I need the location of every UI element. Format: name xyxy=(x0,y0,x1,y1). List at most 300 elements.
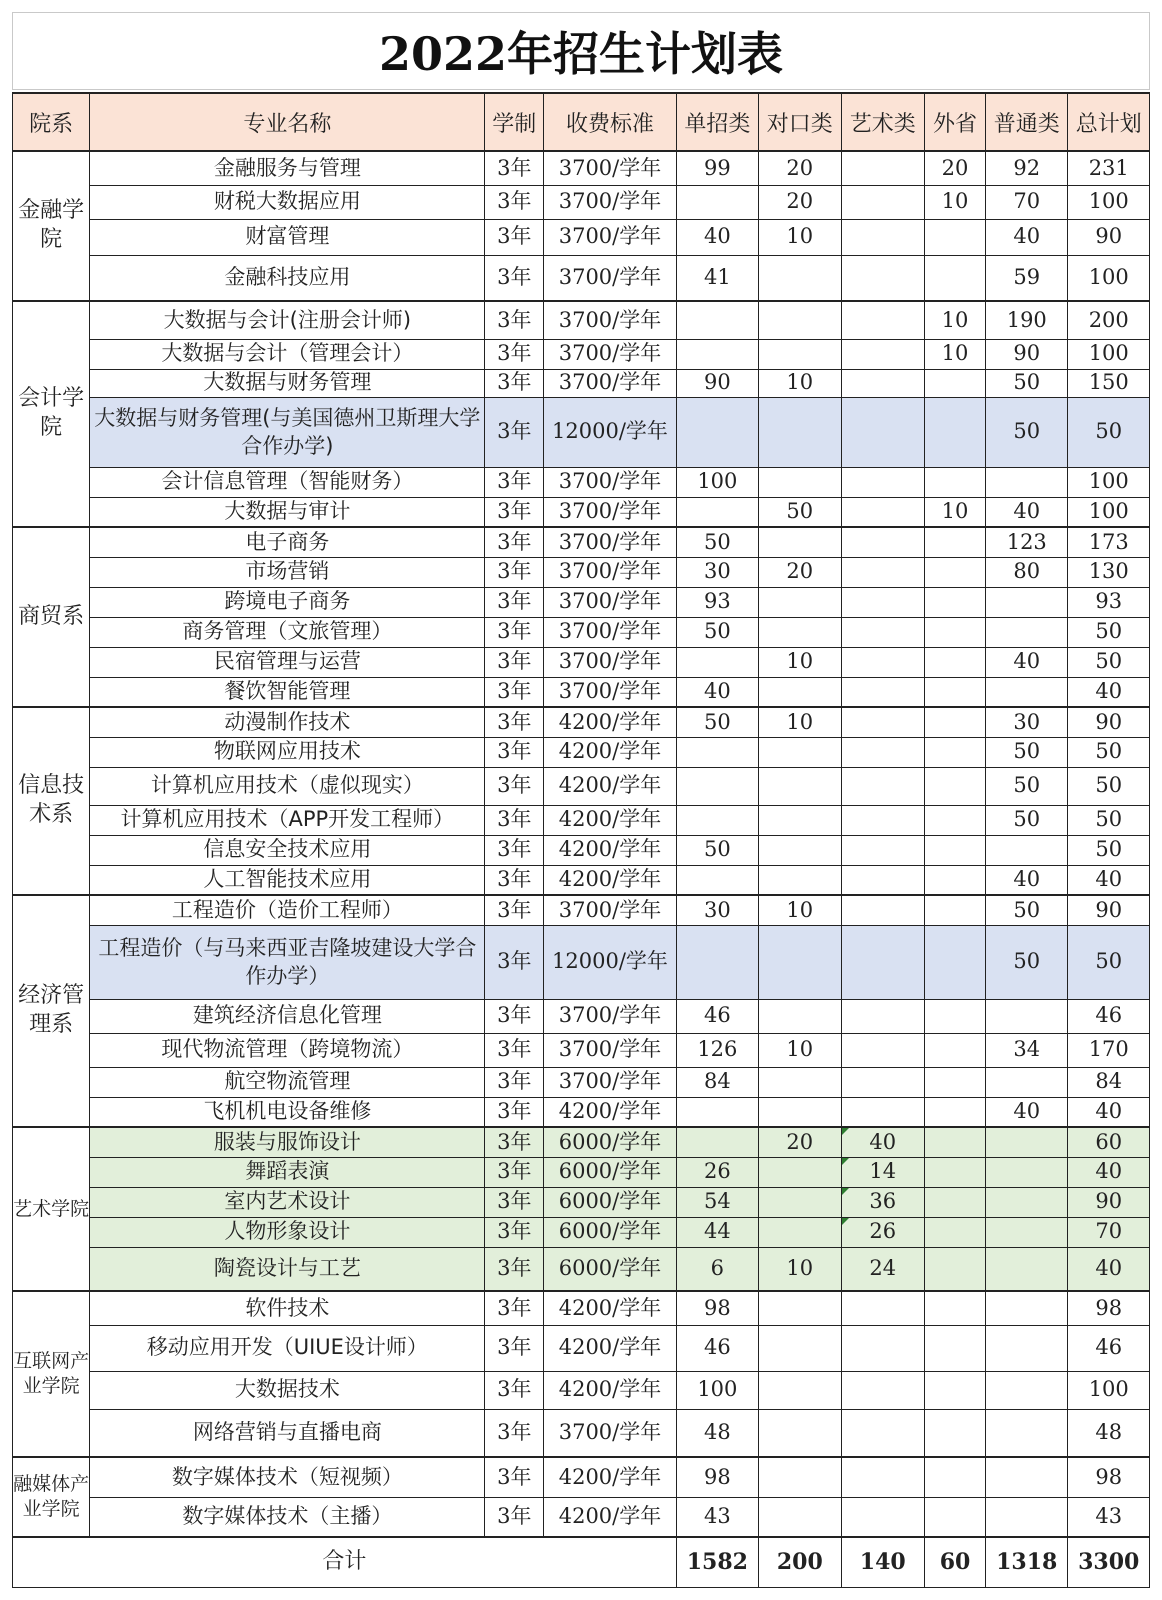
department-cell: 商贸系 xyxy=(13,527,90,707)
total-cell: 50 xyxy=(1068,617,1150,647)
fee-cell: 3700/学年 xyxy=(544,369,676,397)
waisheng-cell xyxy=(924,737,985,767)
duikou-cell xyxy=(759,587,841,617)
totals-row xyxy=(13,1537,1150,1587)
table-row xyxy=(13,1247,1150,1291)
waisheng-cell xyxy=(924,677,985,707)
years-cell: 3年 xyxy=(485,1067,544,1097)
enrollment-plan-table xyxy=(12,92,1150,1588)
waisheng-cell xyxy=(924,835,985,865)
major-cell: 商务管理（文旅管理） xyxy=(90,617,485,647)
yishu-cell xyxy=(841,1457,924,1497)
duikou-cell xyxy=(759,1217,841,1247)
putong-cell xyxy=(986,1217,1068,1247)
duikou-cell: 20 xyxy=(759,185,841,219)
danzhao-cell: 40 xyxy=(676,677,758,707)
waisheng-cell xyxy=(924,767,985,805)
danzhao-cell: 41 xyxy=(676,255,758,301)
duikou-cell xyxy=(759,1097,841,1127)
fee-cell: 3700/学年 xyxy=(544,587,676,617)
danzhao-cell: 43 xyxy=(676,1497,758,1537)
danzhao-cell: 93 xyxy=(676,587,758,617)
table-row xyxy=(13,301,1150,339)
danzhao-cell: 46 xyxy=(676,999,758,1033)
table-row xyxy=(13,617,1150,647)
yishu-cell xyxy=(841,255,924,301)
years-cell: 3年 xyxy=(485,369,544,397)
fee-cell: 4200/学年 xyxy=(544,1325,676,1371)
putong-cell: 50 xyxy=(986,737,1068,767)
duikou-cell: 10 xyxy=(759,647,841,677)
putong-cell xyxy=(986,1371,1068,1409)
danzhao-cell xyxy=(676,805,758,835)
yishu-cell xyxy=(841,805,924,835)
table-row xyxy=(13,1067,1150,1097)
waisheng-cell xyxy=(924,1409,985,1457)
waisheng-cell xyxy=(924,805,985,835)
major-cell: 现代物流管理（跨境物流） xyxy=(90,1033,485,1067)
fee-cell: 4200/学年 xyxy=(544,707,676,737)
danzhao-cell xyxy=(676,865,758,895)
yishu-cell xyxy=(841,339,924,369)
danzhao-cell: 44 xyxy=(676,1217,758,1247)
table-row xyxy=(13,557,1150,587)
putong-cell: 190 xyxy=(986,301,1068,339)
waisheng-cell: 10 xyxy=(924,339,985,369)
yishu-cell xyxy=(841,707,924,737)
fee-cell: 3700/学年 xyxy=(544,339,676,369)
danzhao-cell: 6 xyxy=(676,1247,758,1291)
yishu-cell xyxy=(841,895,924,925)
putong-cell: 50 xyxy=(986,805,1068,835)
table-row xyxy=(13,895,1150,925)
table-row xyxy=(13,1291,1150,1325)
waisheng-cell xyxy=(924,1291,985,1325)
putong-cell: 123 xyxy=(986,527,1068,557)
total-cell: 100 xyxy=(1068,467,1150,497)
danzhao-cell xyxy=(676,767,758,805)
total-cell: 70 xyxy=(1068,1217,1150,1247)
waisheng-cell: 20 xyxy=(924,151,985,185)
table-row xyxy=(13,835,1150,865)
danzhao-cell: 30 xyxy=(676,895,758,925)
total-cell: 90 xyxy=(1068,219,1150,255)
yishu-cell xyxy=(841,1497,924,1537)
department-cell: 会计学院 xyxy=(13,301,90,527)
yishu-cell xyxy=(841,1033,924,1067)
yishu-cell xyxy=(841,1371,924,1409)
fee-cell: 4200/学年 xyxy=(544,737,676,767)
danzhao-cell: 26 xyxy=(676,1157,758,1187)
putong-cell: 50 xyxy=(986,925,1068,999)
fee-cell: 12000/学年 xyxy=(544,925,676,999)
waisheng-cell xyxy=(924,1157,985,1187)
putong-cell: 30 xyxy=(986,707,1068,737)
table-row xyxy=(13,1325,1150,1371)
danzhao-cell xyxy=(676,1097,758,1127)
duikou-cell: 10 xyxy=(759,707,841,737)
years-cell: 3年 xyxy=(485,219,544,255)
table-row xyxy=(13,707,1150,737)
waisheng-cell xyxy=(924,1187,985,1217)
duikou-cell xyxy=(759,1371,841,1409)
waisheng-cell xyxy=(924,925,985,999)
total-cell: 50 xyxy=(1068,647,1150,677)
fee-cell: 3700/学年 xyxy=(544,1067,676,1097)
duikou-cell xyxy=(759,1157,841,1187)
years-cell: 3年 xyxy=(485,805,544,835)
fee-cell: 12000/学年 xyxy=(544,397,676,467)
duikou-cell: 10 xyxy=(759,895,841,925)
yishu-cell xyxy=(841,527,924,557)
duikou-cell xyxy=(759,737,841,767)
major-cell: 数字媒体技术（短视频） xyxy=(90,1457,485,1497)
fee-cell: 3700/学年 xyxy=(544,467,676,497)
years-cell: 3年 xyxy=(485,1325,544,1371)
years-cell: 3年 xyxy=(485,1127,544,1157)
column-header-waisheng: 外省 xyxy=(924,93,985,151)
duikou-cell xyxy=(759,925,841,999)
total-cell: 48 xyxy=(1068,1409,1150,1457)
putong-cell xyxy=(986,1157,1068,1187)
putong-cell xyxy=(986,587,1068,617)
total-total: 3300 xyxy=(1068,1537,1150,1587)
putong-cell: 50 xyxy=(986,767,1068,805)
fee-cell: 6000/学年 xyxy=(544,1127,676,1157)
duikou-cell xyxy=(759,999,841,1033)
yishu-cell xyxy=(841,467,924,497)
total-cell: 84 xyxy=(1068,1067,1150,1097)
yishu-cell xyxy=(841,1097,924,1127)
years-cell: 3年 xyxy=(485,185,544,219)
yishu-cell xyxy=(841,1325,924,1371)
yishu-cell xyxy=(841,925,924,999)
duikou-cell xyxy=(759,1497,841,1537)
total-cell: 50 xyxy=(1068,805,1150,835)
yishu-cell xyxy=(841,397,924,467)
total-cell: 60 xyxy=(1068,1127,1150,1157)
total-cell: 90 xyxy=(1068,895,1150,925)
putong-cell: 90 xyxy=(986,339,1068,369)
column-header-major: 专业名称 xyxy=(90,93,485,151)
total-cell: 90 xyxy=(1068,707,1150,737)
total-cell: 40 xyxy=(1068,1157,1150,1187)
table-row xyxy=(13,1217,1150,1247)
yishu-cell xyxy=(841,835,924,865)
fee-cell: 4200/学年 xyxy=(544,1457,676,1497)
major-cell: 舞蹈表演 xyxy=(90,1157,485,1187)
total-cell: 100 xyxy=(1068,497,1150,527)
danzhao-cell xyxy=(676,397,758,467)
years-cell: 3年 xyxy=(485,835,544,865)
fee-cell: 4200/学年 xyxy=(544,767,676,805)
danzhao-cell: 98 xyxy=(676,1291,758,1325)
waisheng-cell xyxy=(924,707,985,737)
header-row xyxy=(13,93,1150,151)
total-cell: 90 xyxy=(1068,1187,1150,1217)
waisheng-cell xyxy=(924,1497,985,1537)
years-cell: 3年 xyxy=(485,587,544,617)
table-row xyxy=(13,397,1150,467)
table-row xyxy=(13,497,1150,527)
fee-cell: 4200/学年 xyxy=(544,1497,676,1537)
major-cell: 大数据技术 xyxy=(90,1371,485,1409)
danzhao-cell xyxy=(676,185,758,219)
years-cell: 3年 xyxy=(485,557,544,587)
major-cell: 电子商务 xyxy=(90,527,485,557)
major-cell: 大数据与审计 xyxy=(90,497,485,527)
waisheng-cell xyxy=(924,1097,985,1127)
waisheng-cell: 10 xyxy=(924,301,985,339)
danzhao-cell: 50 xyxy=(676,527,758,557)
waisheng-cell xyxy=(924,527,985,557)
danzhao-cell: 100 xyxy=(676,1371,758,1409)
years-cell: 3年 xyxy=(485,1033,544,1067)
yishu-cell xyxy=(841,587,924,617)
putong-cell: 92 xyxy=(986,151,1068,185)
years-cell: 3年 xyxy=(485,1097,544,1127)
fee-cell: 3700/学年 xyxy=(544,527,676,557)
danzhao-cell: 126 xyxy=(676,1033,758,1067)
total-cell: 100 xyxy=(1068,185,1150,219)
years-cell: 3年 xyxy=(485,1157,544,1187)
duikou-cell: 10 xyxy=(759,1033,841,1067)
fee-cell: 3700/学年 xyxy=(544,677,676,707)
major-cell: 室内艺术设计 xyxy=(90,1187,485,1217)
putong-cell xyxy=(986,835,1068,865)
total-cell: 46 xyxy=(1068,999,1150,1033)
duikou-cell xyxy=(759,767,841,805)
fee-cell: 3700/学年 xyxy=(544,301,676,339)
major-cell: 金融服务与管理 xyxy=(90,151,485,185)
major-cell: 人物形象设计 xyxy=(90,1217,485,1247)
yishu-cell xyxy=(841,865,924,895)
putong-cell: 50 xyxy=(986,397,1068,467)
department-cell: 金融学院 xyxy=(13,151,90,301)
table-row xyxy=(13,1187,1150,1217)
years-cell: 3年 xyxy=(485,737,544,767)
danzhao-cell: 54 xyxy=(676,1187,758,1217)
putong-cell xyxy=(986,677,1068,707)
table-row xyxy=(13,1097,1150,1127)
yishu-cell xyxy=(841,647,924,677)
table-row xyxy=(13,647,1150,677)
duikou-cell xyxy=(759,1067,841,1097)
years-cell: 3年 xyxy=(485,339,544,369)
department-cell: 经济管理系 xyxy=(13,895,90,1127)
table-row xyxy=(13,151,1150,185)
table-row xyxy=(13,587,1150,617)
major-cell: 软件技术 xyxy=(90,1291,485,1325)
table-row xyxy=(13,1409,1150,1457)
duikou-cell xyxy=(759,865,841,895)
department-cell: 艺术学院 xyxy=(13,1127,90,1291)
total-cell: 98 xyxy=(1068,1457,1150,1497)
years-cell: 3年 xyxy=(485,895,544,925)
column-header-putong: 普通类 xyxy=(986,93,1068,151)
column-header-danzhao: 单招类 xyxy=(676,93,758,151)
years-cell: 3年 xyxy=(485,767,544,805)
table-row xyxy=(13,1127,1150,1157)
waisheng-cell xyxy=(924,255,985,301)
major-cell: 餐饮智能管理 xyxy=(90,677,485,707)
total-waisheng: 60 xyxy=(924,1537,985,1587)
years-cell: 3年 xyxy=(485,1371,544,1409)
total-cell: 40 xyxy=(1068,1097,1150,1127)
major-cell: 财税大数据应用 xyxy=(90,185,485,219)
fee-cell: 3700/学年 xyxy=(544,557,676,587)
yishu-cell xyxy=(841,1409,924,1457)
table-row xyxy=(13,1457,1150,1497)
danzhao-cell xyxy=(676,925,758,999)
table-body xyxy=(13,151,1150,1537)
total-cell: 50 xyxy=(1068,925,1150,999)
column-header-department: 院系 xyxy=(13,93,90,151)
total-cell: 40 xyxy=(1068,1247,1150,1291)
yishu-cell: 24 xyxy=(841,1247,924,1291)
waisheng-cell xyxy=(924,1127,985,1157)
major-cell: 大数据与会计（管理会计） xyxy=(90,339,485,369)
years-cell: 3年 xyxy=(485,255,544,301)
putong-cell xyxy=(986,1409,1068,1457)
total-cell: 50 xyxy=(1068,767,1150,805)
danzhao-cell: 84 xyxy=(676,1067,758,1097)
major-cell: 大数据与财务管理(与美国德州卫斯理大学合作办学) xyxy=(90,397,485,467)
table-row xyxy=(13,185,1150,219)
total-cell: 98 xyxy=(1068,1291,1150,1325)
table-row xyxy=(13,805,1150,835)
fee-cell: 3700/学年 xyxy=(544,647,676,677)
putong-cell: 50 xyxy=(986,895,1068,925)
years-cell: 3年 xyxy=(485,397,544,467)
putong-cell: 40 xyxy=(986,219,1068,255)
fee-cell: 4200/学年 xyxy=(544,835,676,865)
fee-cell: 6000/学年 xyxy=(544,1187,676,1217)
yishu-cell xyxy=(841,999,924,1033)
fee-cell: 4200/学年 xyxy=(544,1371,676,1409)
waisheng-cell xyxy=(924,1067,985,1097)
danzhao-cell xyxy=(676,301,758,339)
duikou-cell xyxy=(759,301,841,339)
putong-cell xyxy=(986,1067,1068,1097)
years-cell: 3年 xyxy=(485,151,544,185)
years-cell: 3年 xyxy=(485,865,544,895)
danzhao-cell: 30 xyxy=(676,557,758,587)
waisheng-cell xyxy=(924,369,985,397)
waisheng-cell: 10 xyxy=(924,185,985,219)
yishu-cell: 40 xyxy=(841,1127,924,1157)
page-title: 2022年招生计划表 xyxy=(12,12,1150,90)
years-cell: 3年 xyxy=(485,617,544,647)
danzhao-cell: 46 xyxy=(676,1325,758,1371)
total-cell: 100 xyxy=(1068,1371,1150,1409)
putong-cell: 40 xyxy=(986,647,1068,677)
putong-cell: 50 xyxy=(986,369,1068,397)
waisheng-cell xyxy=(924,999,985,1033)
duikou-cell xyxy=(759,467,841,497)
major-cell: 金融科技应用 xyxy=(90,255,485,301)
table-row xyxy=(13,369,1150,397)
major-cell: 市场营销 xyxy=(90,557,485,587)
fee-cell: 3700/学年 xyxy=(544,219,676,255)
years-cell: 3年 xyxy=(485,1187,544,1217)
column-header-duikou: 对口类 xyxy=(759,93,841,151)
yishu-cell xyxy=(841,219,924,255)
danzhao-cell: 50 xyxy=(676,617,758,647)
duikou-cell: 50 xyxy=(759,497,841,527)
putong-cell xyxy=(986,617,1068,647)
duikou-cell xyxy=(759,677,841,707)
fee-cell: 6000/学年 xyxy=(544,1247,676,1291)
table-row xyxy=(13,527,1150,557)
putong-cell xyxy=(986,1291,1068,1325)
total-cell: 170 xyxy=(1068,1033,1150,1067)
years-cell: 3年 xyxy=(485,527,544,557)
fee-cell: 4200/学年 xyxy=(544,1291,676,1325)
table-row xyxy=(13,467,1150,497)
duikou-cell xyxy=(759,397,841,467)
yishu-cell xyxy=(841,1067,924,1097)
waisheng-cell xyxy=(924,617,985,647)
table-row xyxy=(13,1157,1150,1187)
major-cell: 服装与服饰设计 xyxy=(90,1127,485,1157)
fee-cell: 4200/学年 xyxy=(544,1097,676,1127)
danzhao-cell: 50 xyxy=(676,707,758,737)
waisheng-cell xyxy=(924,1457,985,1497)
duikou-cell: 20 xyxy=(759,151,841,185)
waisheng-cell: 10 xyxy=(924,497,985,527)
column-header-total: 总计划 xyxy=(1068,93,1150,151)
major-cell: 计算机应用技术（虚似现实） xyxy=(90,767,485,805)
danzhao-cell xyxy=(676,647,758,677)
table-row xyxy=(13,737,1150,767)
yishu-cell xyxy=(841,301,924,339)
fee-cell: 3700/学年 xyxy=(544,255,676,301)
danzhao-cell: 90 xyxy=(676,369,758,397)
total-cell: 50 xyxy=(1068,835,1150,865)
years-cell: 3年 xyxy=(485,999,544,1033)
duikou-cell: 10 xyxy=(759,1247,841,1291)
total-cell: 100 xyxy=(1068,339,1150,369)
waisheng-cell xyxy=(924,467,985,497)
putong-cell xyxy=(986,1187,1068,1217)
major-cell: 移动应用开发（UIUE设计师） xyxy=(90,1325,485,1371)
major-cell: 航空物流管理 xyxy=(90,1067,485,1097)
column-header-fee: 收费标准 xyxy=(544,93,676,151)
yishu-cell xyxy=(841,677,924,707)
major-cell: 会计信息管理（智能财务） xyxy=(90,467,485,497)
years-cell: 3年 xyxy=(485,1291,544,1325)
major-cell: 网络营销与直播电商 xyxy=(90,1409,485,1457)
waisheng-cell xyxy=(924,895,985,925)
total-cell: 40 xyxy=(1068,677,1150,707)
total-cell: 173 xyxy=(1068,527,1150,557)
putong-cell: 59 xyxy=(986,255,1068,301)
duikou-cell xyxy=(759,1325,841,1371)
danzhao-cell: 99 xyxy=(676,151,758,185)
yishu-cell xyxy=(841,497,924,527)
yishu-cell: 14 xyxy=(841,1157,924,1187)
fee-cell: 3700/学年 xyxy=(544,895,676,925)
department-cell: 互联网产业学院 xyxy=(13,1291,90,1457)
total-putong: 1318 xyxy=(986,1537,1068,1587)
fee-cell: 6000/学年 xyxy=(544,1157,676,1187)
duikou-cell xyxy=(759,617,841,647)
yishu-cell: 26 xyxy=(841,1217,924,1247)
danzhao-cell xyxy=(676,339,758,369)
duikou-cell xyxy=(759,835,841,865)
total-yishu: 140 xyxy=(841,1537,924,1587)
